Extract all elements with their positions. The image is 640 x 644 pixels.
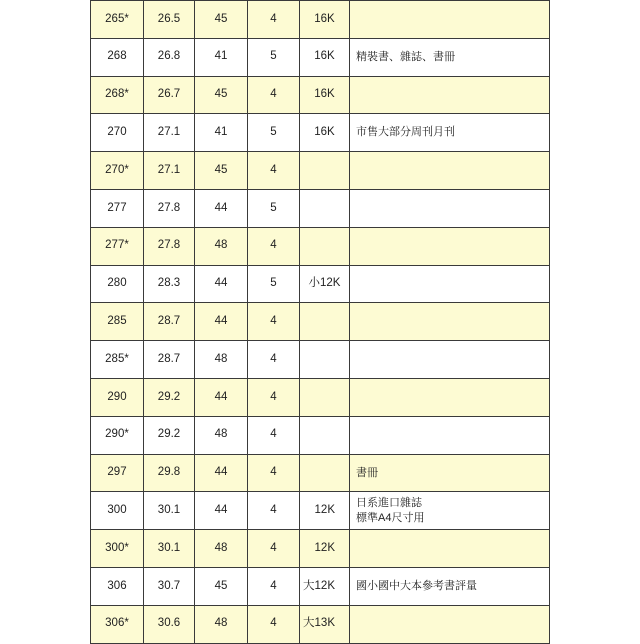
cell-width-cm: 30.6 bbox=[144, 605, 195, 643]
cell-format bbox=[300, 341, 350, 379]
cell-format: 小12K bbox=[300, 265, 350, 303]
cell-col-d: 5 bbox=[248, 189, 300, 227]
cell-note bbox=[350, 76, 550, 114]
table-row bbox=[91, 378, 550, 416]
cell-width-cm: 28.3 bbox=[144, 265, 195, 303]
cell-col-c: 45 bbox=[195, 567, 248, 605]
cell-size-code: 297 bbox=[91, 454, 144, 492]
cell-format: 16K bbox=[300, 76, 350, 114]
cell-width-cm: 30.1 bbox=[144, 492, 195, 530]
cell-size-code: 285 bbox=[91, 303, 144, 341]
table-row bbox=[91, 492, 550, 530]
note-line: 國小國中大本參考書評量 bbox=[356, 579, 477, 592]
cell-note bbox=[350, 530, 550, 568]
cell-format bbox=[300, 152, 350, 190]
table-row bbox=[91, 605, 550, 643]
cell-col-c: 48 bbox=[195, 605, 248, 643]
table-row bbox=[91, 567, 550, 605]
cell-col-c: 45 bbox=[195, 1, 248, 39]
cell-width-cm: 30.7 bbox=[144, 567, 195, 605]
cell-format: 12K bbox=[300, 492, 350, 530]
note-line: 市售大部分周刊月刊 bbox=[356, 126, 455, 139]
table-row bbox=[91, 76, 550, 114]
note-line: 日系進口雜誌 bbox=[356, 496, 422, 509]
cell-col-c: 48 bbox=[195, 530, 248, 568]
cell-width-cm: 26.7 bbox=[144, 76, 195, 114]
cell-col-d: 4 bbox=[248, 416, 300, 454]
cell-note bbox=[350, 114, 550, 152]
table-row bbox=[91, 38, 550, 76]
paper-spec-table bbox=[90, 0, 550, 644]
cell-size-code: 280 bbox=[91, 265, 144, 303]
table-row bbox=[91, 454, 550, 492]
cell-col-d: 4 bbox=[248, 378, 300, 416]
cell-size-code: 270 bbox=[91, 114, 144, 152]
note-line: 書冊 bbox=[356, 466, 378, 479]
cell-size-code: 290 bbox=[91, 378, 144, 416]
cell-col-d: 4 bbox=[248, 227, 300, 265]
cell-note bbox=[350, 303, 550, 341]
cell-size-code: 306* bbox=[91, 605, 144, 643]
cell-col-c: 44 bbox=[195, 378, 248, 416]
cell-note bbox=[350, 38, 550, 76]
note-line: 標準A4尺寸用 bbox=[356, 511, 425, 524]
table-row bbox=[91, 303, 550, 341]
cell-note bbox=[350, 341, 550, 379]
cell-width-cm: 30.1 bbox=[144, 530, 195, 568]
cell-width-cm: 29.2 bbox=[144, 416, 195, 454]
cell-col-c: 41 bbox=[195, 114, 248, 152]
table-row bbox=[91, 265, 550, 303]
cell-col-c: 44 bbox=[195, 492, 248, 530]
cell-size-code: 265* bbox=[91, 1, 144, 39]
cell-size-code: 277 bbox=[91, 189, 144, 227]
cell-col-d: 4 bbox=[248, 1, 300, 39]
cell-format bbox=[300, 303, 350, 341]
cell-note bbox=[350, 189, 550, 227]
table-row bbox=[91, 416, 550, 454]
cell-width-cm: 29.2 bbox=[144, 378, 195, 416]
cell-col-d: 4 bbox=[248, 76, 300, 114]
cell-width-cm: 27.8 bbox=[144, 227, 195, 265]
cell-col-d: 4 bbox=[248, 530, 300, 568]
cell-size-code: 306 bbox=[91, 567, 144, 605]
cell-format: 12K bbox=[300, 530, 350, 568]
cell-format: 16K bbox=[300, 114, 350, 152]
table-row bbox=[91, 1, 550, 39]
cell-col-c: 45 bbox=[195, 76, 248, 114]
table-row bbox=[91, 530, 550, 568]
cell-note bbox=[350, 416, 550, 454]
cell-format bbox=[300, 416, 350, 454]
cell-note bbox=[350, 492, 550, 530]
table-row bbox=[91, 114, 550, 152]
cell-width-cm: 27.1 bbox=[144, 152, 195, 190]
table-body bbox=[91, 1, 550, 644]
cell-col-d: 4 bbox=[248, 567, 300, 605]
cell-note bbox=[350, 152, 550, 190]
cell-format bbox=[300, 454, 350, 492]
cell-col-c: 48 bbox=[195, 227, 248, 265]
table-row bbox=[91, 341, 550, 379]
cell-col-c: 44 bbox=[195, 454, 248, 492]
cell-col-d: 5 bbox=[248, 38, 300, 76]
table-row bbox=[91, 152, 550, 190]
cell-col-d: 4 bbox=[248, 454, 300, 492]
cell-size-code: 300 bbox=[91, 492, 144, 530]
cell-width-cm: 26.8 bbox=[144, 38, 195, 76]
cell-width-cm: 27.1 bbox=[144, 114, 195, 152]
cell-col-d: 4 bbox=[248, 341, 300, 379]
cell-format: 大12K bbox=[300, 567, 350, 605]
cell-col-d: 4 bbox=[248, 152, 300, 190]
cell-format: 16K bbox=[300, 1, 350, 39]
cell-size-code: 277* bbox=[91, 227, 144, 265]
cell-format: 大13K bbox=[300, 605, 350, 643]
cell-size-code: 268* bbox=[91, 76, 144, 114]
cell-col-c: 48 bbox=[195, 341, 248, 379]
cell-format bbox=[300, 227, 350, 265]
cell-size-code: 285* bbox=[91, 341, 144, 379]
table-row bbox=[91, 227, 550, 265]
cell-width-cm: 28.7 bbox=[144, 303, 195, 341]
cell-note bbox=[350, 454, 550, 492]
cell-width-cm: 29.8 bbox=[144, 454, 195, 492]
cell-col-d: 4 bbox=[248, 303, 300, 341]
table-row bbox=[91, 189, 550, 227]
cell-width-cm: 26.5 bbox=[144, 1, 195, 39]
cell-width-cm: 28.7 bbox=[144, 341, 195, 379]
cell-col-d: 5 bbox=[248, 114, 300, 152]
cell-size-code: 270* bbox=[91, 152, 144, 190]
cell-note bbox=[350, 378, 550, 416]
cell-col-c: 45 bbox=[195, 152, 248, 190]
cell-format: 16K bbox=[300, 38, 350, 76]
cell-col-c: 44 bbox=[195, 265, 248, 303]
cell-size-code: 290* bbox=[91, 416, 144, 454]
note-line: 精裝書、雜誌、書冊 bbox=[356, 50, 455, 63]
cell-note bbox=[350, 605, 550, 643]
cell-format bbox=[300, 378, 350, 416]
cell-size-code: 268 bbox=[91, 38, 144, 76]
cell-col-c: 44 bbox=[195, 303, 248, 341]
cell-note bbox=[350, 567, 550, 605]
cell-note bbox=[350, 1, 550, 39]
cell-format bbox=[300, 189, 350, 227]
cell-col-d: 4 bbox=[248, 492, 300, 530]
cell-col-c: 48 bbox=[195, 416, 248, 454]
cell-note bbox=[350, 227, 550, 265]
cell-col-d: 4 bbox=[248, 605, 300, 643]
cell-note bbox=[350, 265, 550, 303]
cell-col-d: 5 bbox=[248, 265, 300, 303]
cell-width-cm: 27.8 bbox=[144, 189, 195, 227]
cell-col-c: 41 bbox=[195, 38, 248, 76]
cell-size-code: 300* bbox=[91, 530, 144, 568]
cell-col-c: 44 bbox=[195, 189, 248, 227]
